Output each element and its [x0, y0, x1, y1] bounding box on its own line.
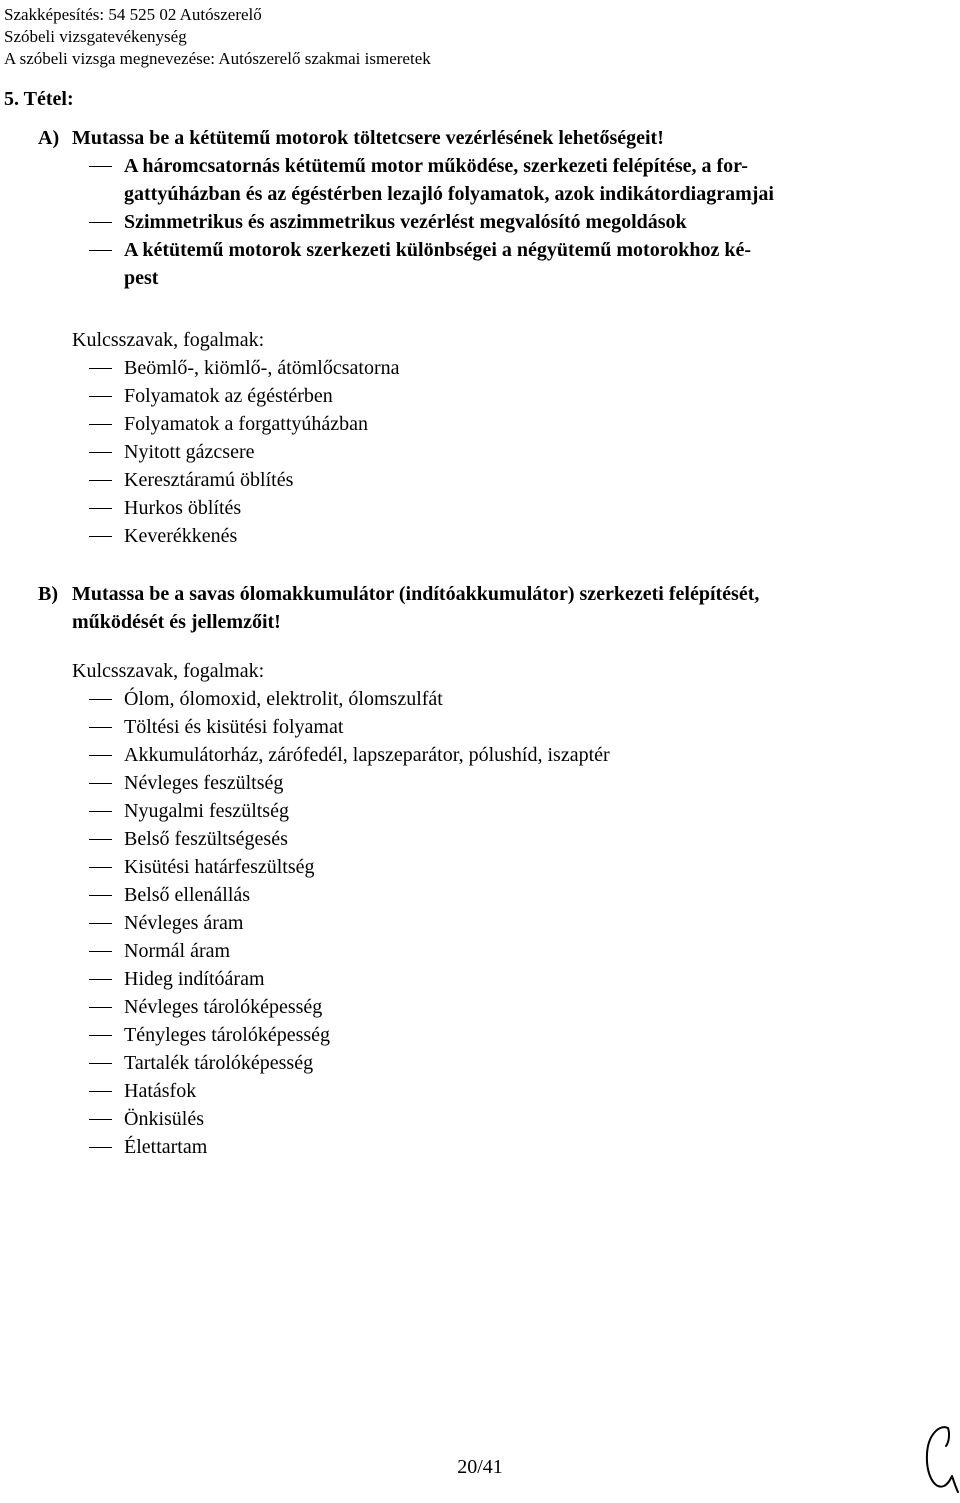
task-b-text-cont: működését és jellemzőit! [72, 611, 281, 633]
item-title: 5. Tétel: [4, 88, 74, 110]
header-qualification: Szakképesítés: 54 525 02 Autószerelő [4, 5, 262, 24]
list-item: Élettartam [38, 1133, 938, 1161]
header-exam-name: A szóbeli vizsga megnevezése: Autószerelő szakmai ismeretek [4, 49, 431, 68]
list-item: Tényleges tárolóképesség [38, 1021, 938, 1049]
task-a-list [38, 152, 938, 292]
task-b-heading [38, 580, 938, 636]
page-number: 20/41 [457, 1456, 503, 1478]
list-item: Hideg indítóáram [38, 965, 938, 993]
list-item: Névleges tárolóképesség [38, 993, 938, 1021]
task-b-keywords [38, 657, 938, 1161]
list-item: Folyamatok az égéstérben [38, 382, 938, 410]
task-a-heading [38, 124, 938, 152]
list-item: Belső feszültségesés [38, 825, 938, 853]
task-b-label: B) [38, 583, 58, 605]
keywords-label: Kulcsszavak, fogalmak: [72, 660, 265, 682]
list-item: A háromcsatornás kétütemű motor működése, szerkezeti felépítése, a for- gattyúházban és az égéstérben lezajló folyamatok, azok indikátordiagramjai [38, 152, 938, 208]
list-item: Belső ellenállás [38, 881, 938, 909]
list-item: Normál áram [38, 937, 938, 965]
signature-mark [918, 1420, 960, 1500]
list-item: Nyitott gázcsere [38, 438, 938, 466]
list-item: Névleges feszültség [38, 769, 938, 797]
list-item: Töltési és kisütési folyamat [38, 713, 938, 741]
keywords-label: Kulcsszavak, fogalmak: [72, 329, 265, 351]
list-item: Akkumulátorház, zárófedél, lapszeparátor, pólushíd, iszaptér [38, 741, 938, 769]
list-item: Keresztáramú öblítés [38, 466, 938, 494]
list-item: Nyugalmi feszültség [38, 797, 938, 825]
list-item: Beömlő-, kiömlő-, átömlőcsatorna [38, 354, 938, 382]
task-b-text: Mutassa be a savas ólomakkumulátor (indítóakkumulátor) szerkezeti felépítését, [72, 583, 760, 605]
task-b [38, 580, 938, 636]
list-item: Keverékkenés [38, 522, 938, 550]
list-item: Szimmetrikus és aszimmetrikus vezérlést megvalósító megoldások [38, 208, 938, 236]
header-activity: Szóbeli vizsgatevékenység [4, 27, 187, 46]
list-item: Ólom, ólomoxid, elektrolit, ólomszulfát [38, 685, 938, 713]
page-header [4, 4, 431, 70]
list-item: Önkisülés [38, 1105, 938, 1133]
task-a-text: Mutassa be a kétütemű motorok töltetcsere vezérlésének lehetőségeit! [72, 127, 664, 149]
keywords-list [38, 685, 938, 1161]
list-item: Hurkos öblítés [38, 494, 938, 522]
task-a [38, 124, 938, 292]
list-item: A kétütemű motorok szerkezeti különbségei a négyütemű motorokhoz ké- pest [38, 236, 938, 292]
task-a-label: A) [38, 127, 60, 149]
list-item: Folyamatok a forgattyúházban [38, 410, 938, 438]
list-item: Hatásfok [38, 1077, 938, 1105]
list-item: Névleges áram [38, 909, 938, 937]
list-item: Tartalék tárolóképesség [38, 1049, 938, 1077]
task-a-keywords [38, 326, 938, 550]
list-item: Kisütési határfeszültség [38, 853, 938, 881]
keywords-list [38, 354, 938, 550]
